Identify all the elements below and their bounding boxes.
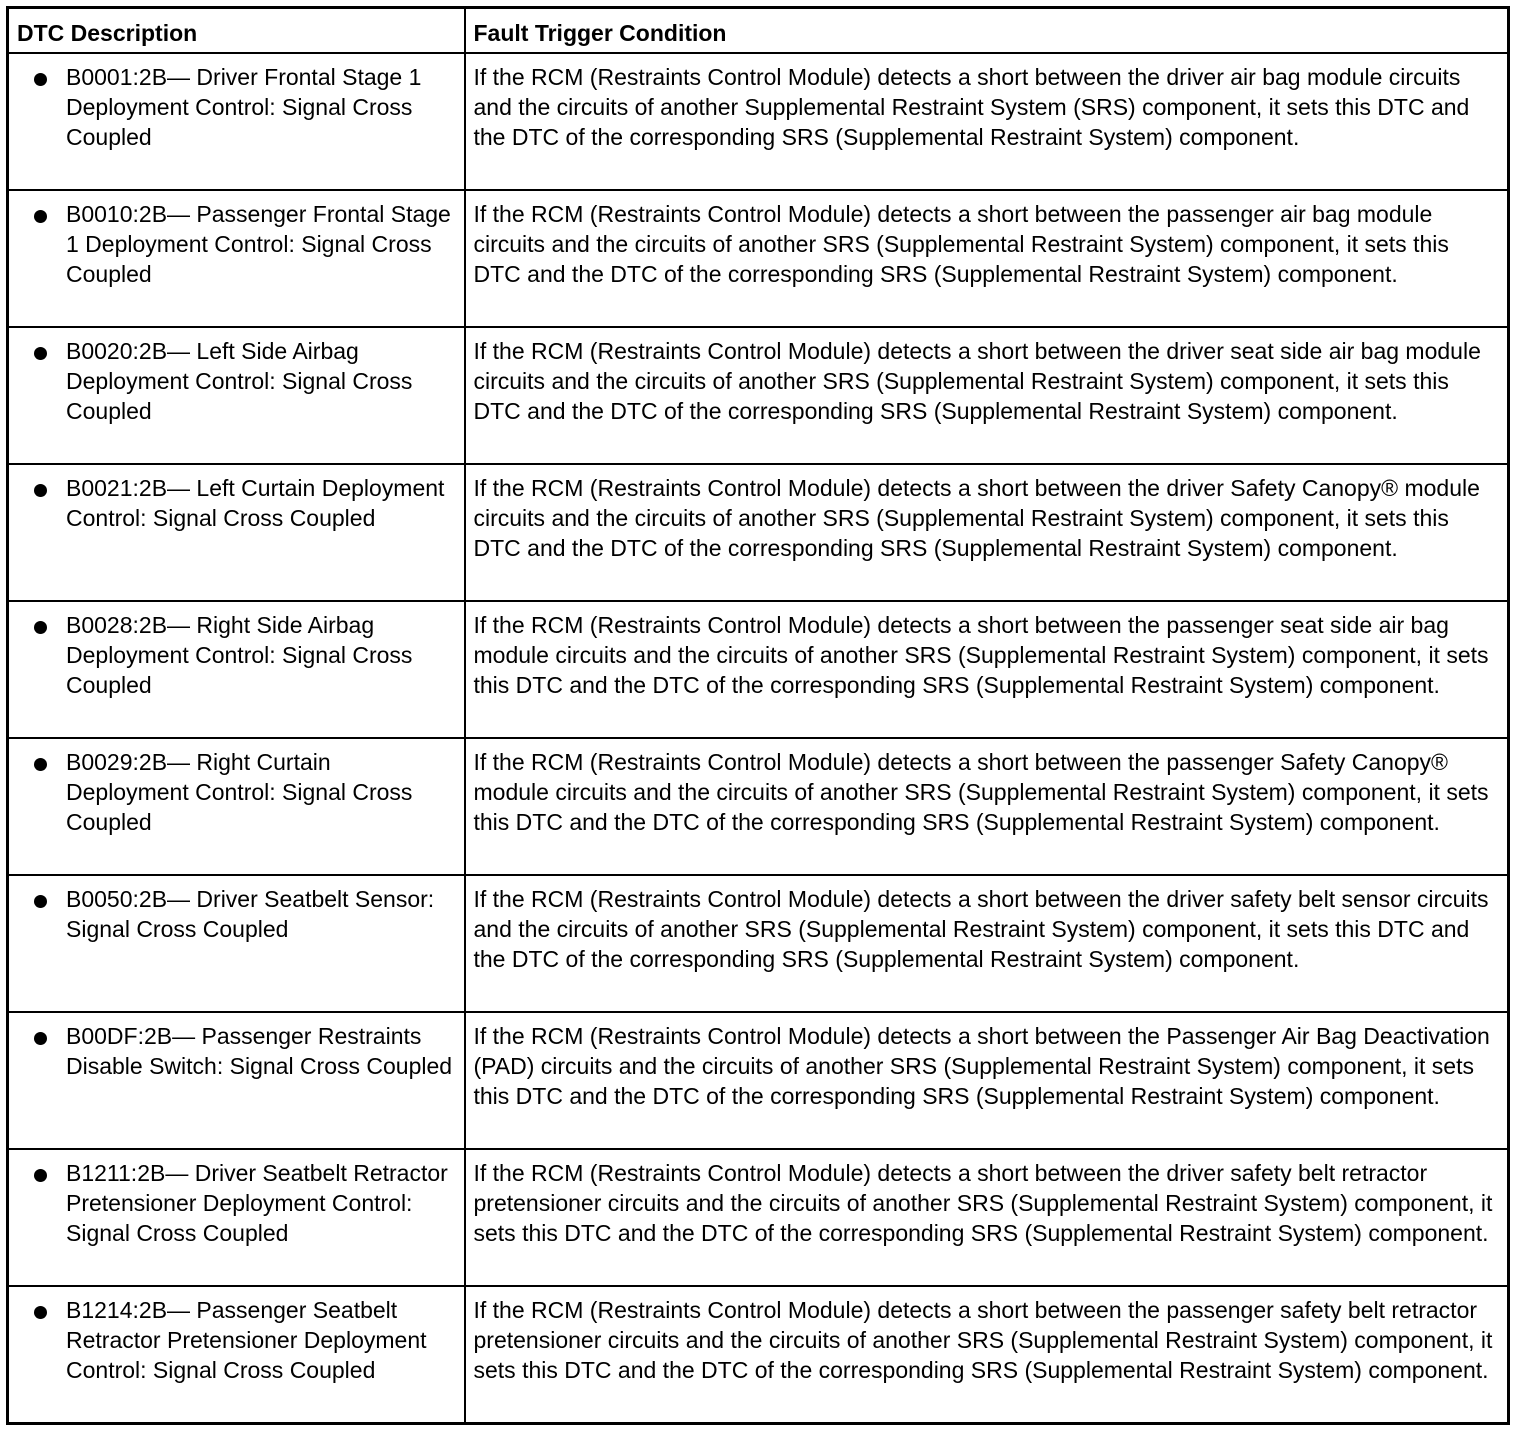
table-row: [8, 327, 1509, 464]
bullet-icon: [34, 347, 47, 360]
fault-trigger-condition-cell: If the RCM (Restraints Control Module) detects a short between the passenger safety belt retractor pretensioner circuits and the circuits of another SRS (Supplemental Restraint System) component, it sets this DTC and the DTC of the corresponding SRS (Supplemental Restraint System) component.: [465, 1286, 1509, 1424]
dtc-description-cell: [8, 738, 465, 875]
fault-trigger-condition-cell: If the RCM (Restraints Control Module) detects a short between the driver Safety Canopy® module circuits and the circuits of another SRS (Supplemental Restraint System) component, it sets this DTC and the DTC of the corresponding SRS (Supplemental Restraint System) component.: [465, 464, 1509, 601]
dtc-description-text: B1211:2B— Driver Seatbelt Retractor Pretensioner Deployment Control: Signal Cross Coupled: [66, 1160, 448, 1246]
dtc-description-text: B0050:2B— Driver Seatbelt Sensor: Signal Cross Coupled: [66, 886, 435, 942]
dtc-description-text: B0010:2B— Passenger Frontal Stage 1 Deployment Control: Signal Cross Coupled: [66, 201, 451, 287]
table-row: [8, 875, 1509, 1012]
dtc-description-text: B0021:2B— Left Curtain Deployment Control: Signal Cross Coupled: [66, 475, 445, 531]
dtc-description-text: B0028:2B— Right Side Airbag Deployment Control: Signal Cross Coupled: [66, 612, 413, 698]
dtc-description-text: B0029:2B— Right Curtain Deployment Control: Signal Cross Coupled: [66, 749, 413, 835]
table-row: [8, 464, 1509, 601]
dtc-description-text: B0020:2B— Left Side Airbag Deployment Control: Signal Cross Coupled: [66, 338, 413, 424]
fault-trigger-condition-cell: If the RCM (Restraints Control Module) detects a short between the driver air bag module circuits and the circuits of another Supplemental Restraint System (SRS) component, it sets this DTC and the DTC of the corresponding SRS (Supplemental Restraint System) component.: [465, 53, 1509, 190]
dtc-description-cell: [8, 601, 465, 738]
bullet-icon: [34, 210, 47, 223]
bullet-icon: [34, 1169, 47, 1182]
bullet-icon: [34, 1306, 47, 1319]
dtc-description-text: B1214:2B— Passenger Seatbelt Retractor Pretensioner Deployment Control: Signal Cross Coupled: [66, 1297, 427, 1383]
fault-trigger-condition-cell: If the RCM (Restraints Control Module) detects a short between the driver safety belt sensor circuits and the circuits of another SRS (Supplemental Restraint System) component, it sets this DTC and the DTC of the corresponding SRS (Supplemental Restraint System) component.: [465, 875, 1509, 1012]
dtc-description-cell: [8, 1286, 465, 1424]
dtc-description-cell: [8, 1012, 465, 1149]
fault-trigger-condition-cell: If the RCM (Restraints Control Module) detects a short between the passenger seat side air bag module circuits and the circuits of another SRS (Supplemental Restraint System) component, it sets this DTC and the DTC of the corresponding SRS (Supplemental Restraint System) component.: [465, 601, 1509, 738]
table-row: [8, 738, 1509, 875]
dtc-description-text: B0001:2B— Driver Frontal Stage 1 Deployment Control: Signal Cross Coupled: [66, 64, 422, 150]
bullet-icon: [34, 484, 47, 497]
table-row: [8, 1286, 1509, 1424]
bullet-icon: [34, 621, 47, 634]
table-row: [8, 53, 1509, 190]
fault-trigger-condition-cell: If the RCM (Restraints Control Module) detects a short between the driver safety belt retractor pretensioner circuits and the circuits of another SRS (Supplemental Restraint System) component, it sets this DTC and the DTC of the corresponding SRS (Supplemental Restraint System) component.: [465, 1149, 1509, 1286]
fault-trigger-condition-cell: If the RCM (Restraints Control Module) detects a short between the passenger Safety Canopy® module circuits and the circuits of another SRS (Supplemental Restraint System) component, it sets this DTC and the DTC of the corresponding SRS (Supplemental Restraint System) component.: [465, 738, 1509, 875]
bullet-icon: [34, 895, 47, 908]
fault-trigger-condition-cell: If the RCM (Restraints Control Module) detects a short between the driver seat side air bag module circuits and the circuits of another SRS (Supplemental Restraint System) component, it sets this DTC and the DTC of the corresponding SRS (Supplemental Restraint System) component.: [465, 327, 1509, 464]
table-row: [8, 1012, 1509, 1149]
table-header: [8, 8, 1509, 54]
table-body: [8, 53, 1509, 1424]
dtc-description-cell: [8, 464, 465, 601]
bullet-icon: [34, 758, 47, 771]
header-fault-trigger-condition: Fault Trigger Condition: [465, 8, 1509, 54]
dtc-description-cell: [8, 327, 465, 464]
table-row: [8, 1149, 1509, 1286]
dtc-description-cell: [8, 875, 465, 1012]
dtc-description-cell: [8, 190, 465, 327]
fault-trigger-condition-cell: If the RCM (Restraints Control Module) detects a short between the Passenger Air Bag Deactivation (PAD) circuits and the circuits of another SRS (Supplemental Restraint System) component, it sets this DTC and the DTC of the corresponding SRS (Supplemental Restraint System) component.: [465, 1012, 1509, 1149]
table-row: [8, 190, 1509, 327]
bullet-icon: [34, 1032, 47, 1045]
dtc-description-cell: [8, 53, 465, 190]
header-dtc-description: DTC Description: [8, 8, 465, 54]
fault-trigger-condition-cell: If the RCM (Restraints Control Module) detects a short between the passenger air bag module circuits and the circuits of another SRS (Supplemental Restraint System) component, it sets this DTC and the DTC of the corresponding SRS (Supplemental Restraint System) component.: [465, 190, 1509, 327]
bullet-icon: [34, 73, 47, 86]
header-row: [8, 8, 1509, 54]
table-row: [8, 601, 1509, 738]
dtc-description-text: B00DF:2B— Passenger Restraints Disable Switch: Signal Cross Coupled: [66, 1023, 453, 1079]
dtc-description-cell: [8, 1149, 465, 1286]
dtc-table: [6, 6, 1510, 1425]
